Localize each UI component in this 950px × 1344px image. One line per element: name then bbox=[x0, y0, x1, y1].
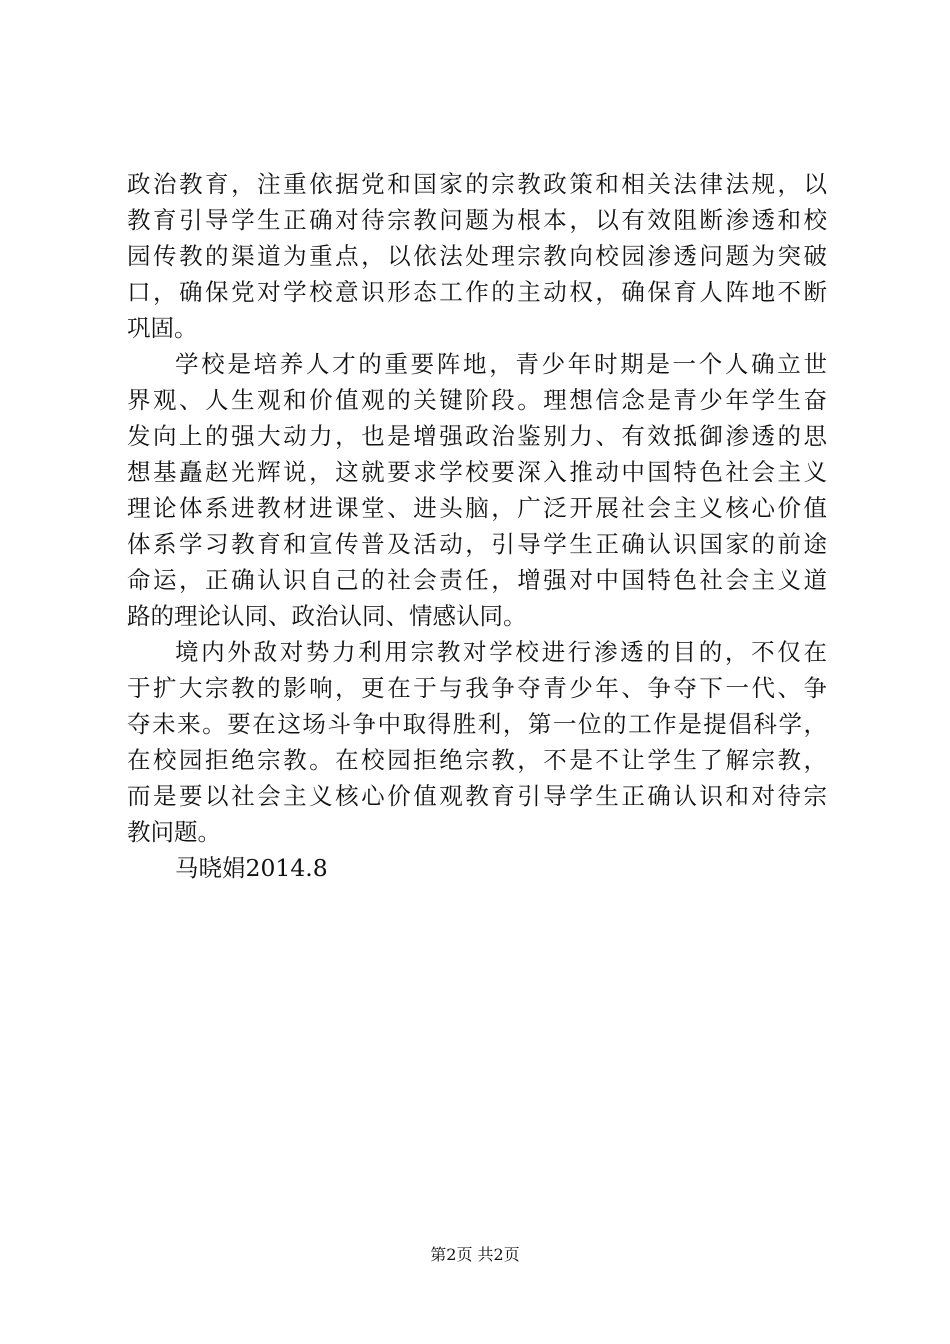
text-line: 理论体系进教材进课堂、进头脑，广泛开展社会主义核心价值 bbox=[127, 494, 827, 522]
text-line: 想基矗赵光辉说，这就要求学校要深入推动中国特色社会主义 bbox=[127, 458, 827, 486]
text-line: 教问题。 bbox=[127, 818, 221, 846]
paragraph-first-line: 学校是培养人才的重要阵地，青少年时期是一个人确立世 bbox=[175, 350, 827, 378]
text-line: 口，确保党对学校意识形态工作的主动权，确保育人阵地不断 bbox=[127, 278, 827, 306]
text-line: 政治教育，注重依据党和国家的宗教政策和相关法律法规，以 bbox=[127, 170, 827, 198]
page-number-footer: 第2页 共2页 bbox=[430, 1245, 520, 1264]
paragraph-first-line: 境内外敌对势力利用宗教对学校进行渗透的目的，不仅在 bbox=[175, 638, 827, 666]
text-line: 教育引导学生正确对待宗教问题为根本，以有效阻断渗透和校 bbox=[127, 206, 827, 234]
text-line: 界观、人生观和价值观的关键阶段。理想信念是青少年学生奋 bbox=[127, 386, 827, 414]
text-line: 于扩大宗教的影响，更在于与我争夺青少年、争夺下一代、争 bbox=[127, 674, 827, 702]
text-line: 路的理论认同、政治认同、情感认同。 bbox=[127, 602, 527, 630]
author-signature: 马晓娟2014.8 bbox=[175, 854, 328, 882]
text-line: 命运，正确认识自己的社会责任，增强对中国特色社会主义道 bbox=[127, 566, 827, 594]
text-line: 发向上的强大动力，也是增强政治鉴别力、有效抵御渗透的思 bbox=[127, 422, 827, 450]
text-line: 体系学习教育和宣传普及活动，引导学生正确认识国家的前途 bbox=[127, 530, 827, 558]
text-line: 园传教的渠道为重点，以依法处理宗教向校园渗透问题为突破 bbox=[127, 242, 827, 270]
text-line: 在校园拒绝宗教。在校园拒绝宗教，不是不让学生了解宗教， bbox=[127, 746, 827, 774]
text-line: 夺未来。要在这场斗争中取得胜利，第一位的工作是提倡科学， bbox=[127, 710, 827, 738]
text-line: 而是要以社会主义核心价值观教育引导学生正确认识和对待宗 bbox=[127, 782, 827, 810]
text-line: 巩固。 bbox=[127, 314, 198, 342]
